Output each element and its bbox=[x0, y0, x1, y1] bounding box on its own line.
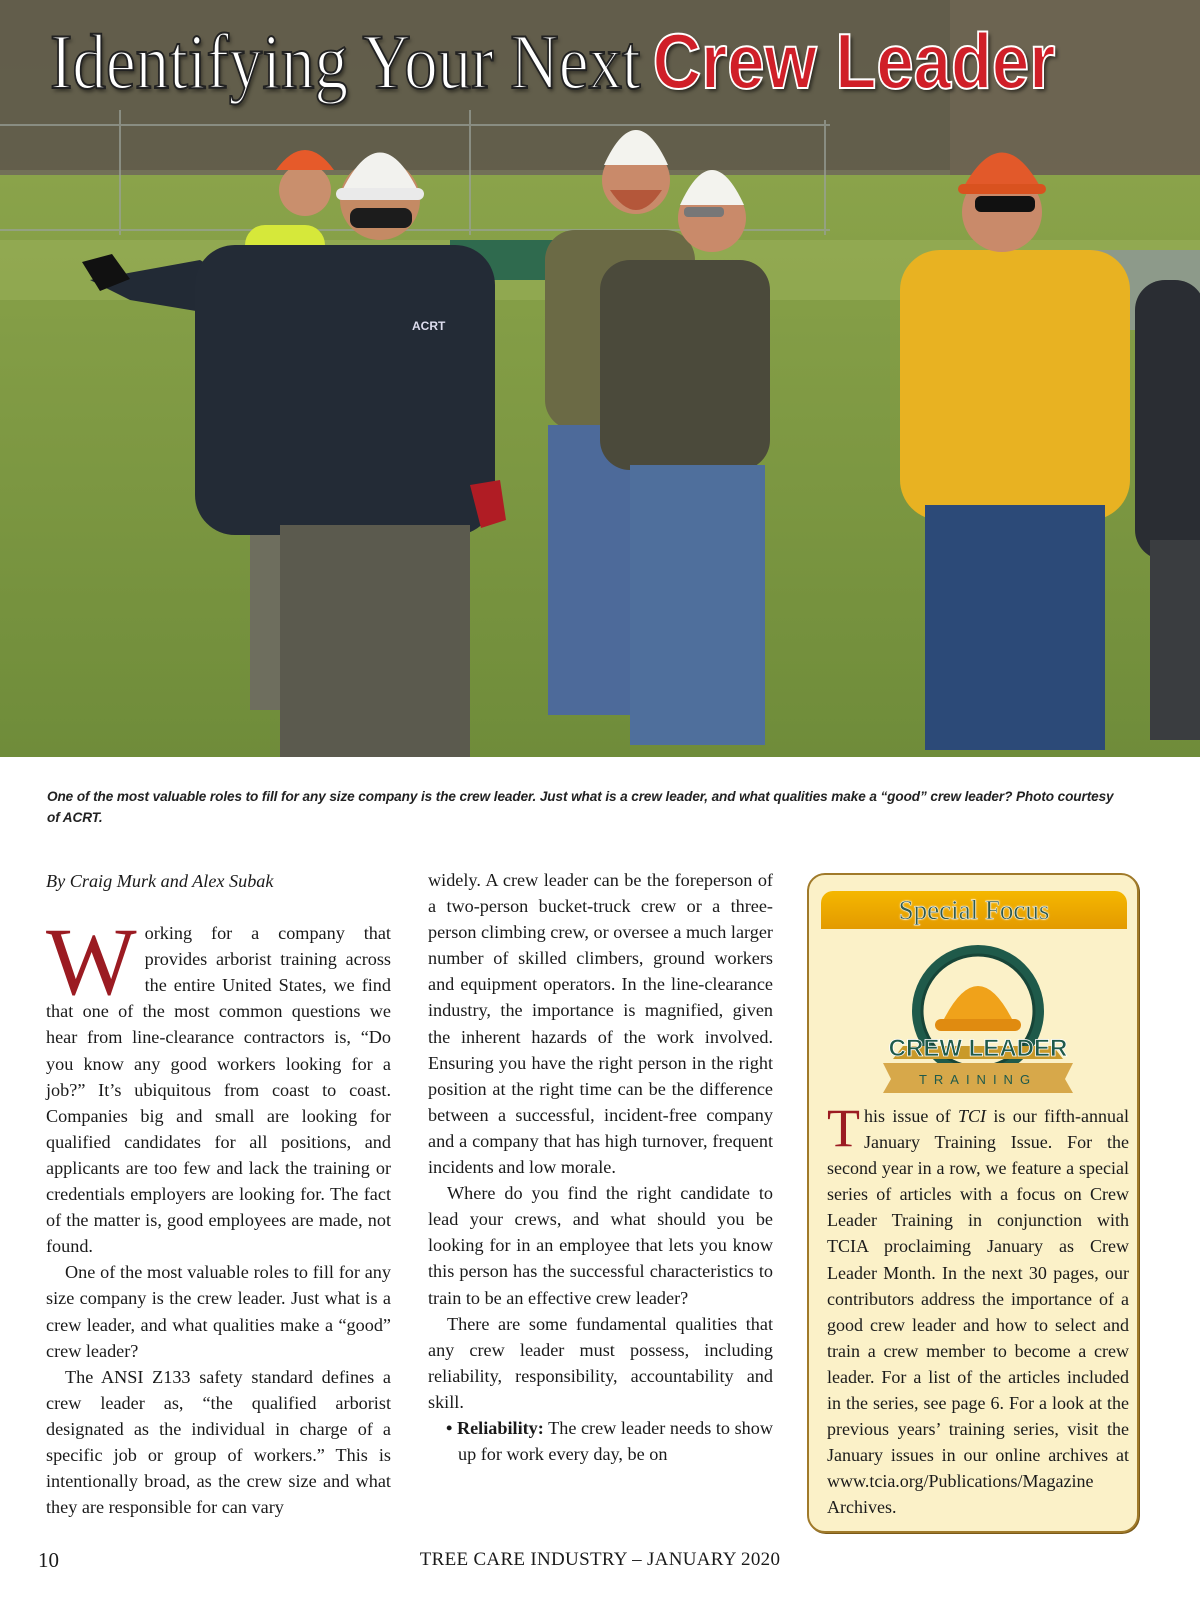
sidebar-text-em: TCI bbox=[958, 1106, 987, 1126]
bullet-label: • Reliability: bbox=[446, 1417, 544, 1438]
article-column-1 bbox=[46, 868, 391, 1520]
headline bbox=[50, 17, 1056, 105]
headline-accent: Crew Leader bbox=[652, 17, 1056, 105]
crew-photo-illustration bbox=[0, 0, 1200, 757]
sidebar-text bbox=[827, 1098, 1130, 1521]
logo-text-crew-leader: CREW LEADER bbox=[888, 1035, 1068, 1062]
bullet-reliability bbox=[428, 1415, 773, 1467]
crew-leader-training-logo bbox=[873, 941, 1083, 1101]
article-paragraph-3: The ANSI Z133 safety standard defines a crew leader as, “the qualified arborist designated as the individual in charge of a specific job or group of workers.” This is intentionally broad, as the crew size and what they are responsible for can vary bbox=[46, 1366, 391, 1518]
hero-photo bbox=[0, 0, 1200, 757]
article-paragraph-3-continued: widely. A crew leader can be the foreperson of a two-person bucket-truck crew or a three-person climbing crew, or oversee a much larger number of skilled climbers, ground workers and equipment operators. In the line-clearance industry, the importance is magnified, given the inherent hazards of the work involved. Ensuring you have the right person in the right position at the right time can be the difference between a successful, incident-free company and a company that has high turnover, frequent incidents and low morale. bbox=[428, 870, 773, 1178]
byline: By Craig Murk and Alex Subak bbox=[46, 871, 274, 891]
article-paragraph-4: Where do you find the right candidate to lead your crews, and what should you be looking for in an employee that lets you know this person has the successful characteristics to train to be an effective crew leader? bbox=[428, 1183, 773, 1308]
sidebar-title: Special Focus bbox=[821, 891, 1127, 929]
logo-text-training: TRAINING bbox=[918, 1072, 1038, 1087]
bullet-text: The crew leader needs to show up for work every day, be on bbox=[458, 1417, 774, 1465]
photo-caption: One of the most valuable roles to fill for any size company is the crew leader. Just what is a crew leader, and what qualities make a “good” crew leader? Photo courtesy of ACRT. bbox=[47, 789, 1114, 825]
sidebar-text-a: his issue of bbox=[864, 1106, 959, 1126]
drop-cap: W bbox=[46, 908, 137, 1016]
jacket-logo: ACRT bbox=[412, 319, 446, 333]
sidebar-text-b: is our fifth-annual January Training Issue. For the second year in a row, we feature a special series of articles with a focus on Crew Leader Training in conjunction with TCIA proclaiming January as Crew Leader Month. In the next 30 pages, our contributors address the importance of a good crew leader and how to select and train a crew member to become a crew leader. For a list of the articles included in the series, see page 6. For a look at the previous years’ training series, visit the January issues in our online archives at www.tcia.org/Publications/Magazine Archives. bbox=[827, 1106, 1130, 1518]
article-paragraph-2: One of the most valuable roles to fill for any size company is the crew leader. Just what is a crew leader, and what qualities make a “good” crew leader? bbox=[46, 1262, 391, 1361]
sidebar-drop-cap: T bbox=[827, 1098, 860, 1158]
special-focus-sidebar bbox=[807, 873, 1139, 1533]
article-column-2 bbox=[428, 867, 773, 1467]
page-number: 10 bbox=[38, 1548, 59, 1572]
footer-publication: TREE CARE INDUSTRY – JANUARY 2020 bbox=[419, 1549, 781, 1570]
paragraph-1-text: orking for a company that provides arborist training across the entire United States, we find that one of the most common questions we hear from line-clearance contractors is, “Do you know any good workers looking for a job?” It’s ubiquitous from coast to coast. Companies big and small are looking for qualified candidates for all positions, and applicants are too few and lack the training or credentials employers are looking for. The fact of the matter is, good employees are made, not found. bbox=[46, 923, 391, 1257]
headline-main: Identifying Your Next bbox=[50, 18, 641, 105]
article-paragraph-5: There are some fundamental qualities that any crew leader must possess, including reliability, responsibility, accountability and skill. bbox=[428, 1313, 773, 1412]
article-paragraph-1 bbox=[46, 908, 391, 1259]
